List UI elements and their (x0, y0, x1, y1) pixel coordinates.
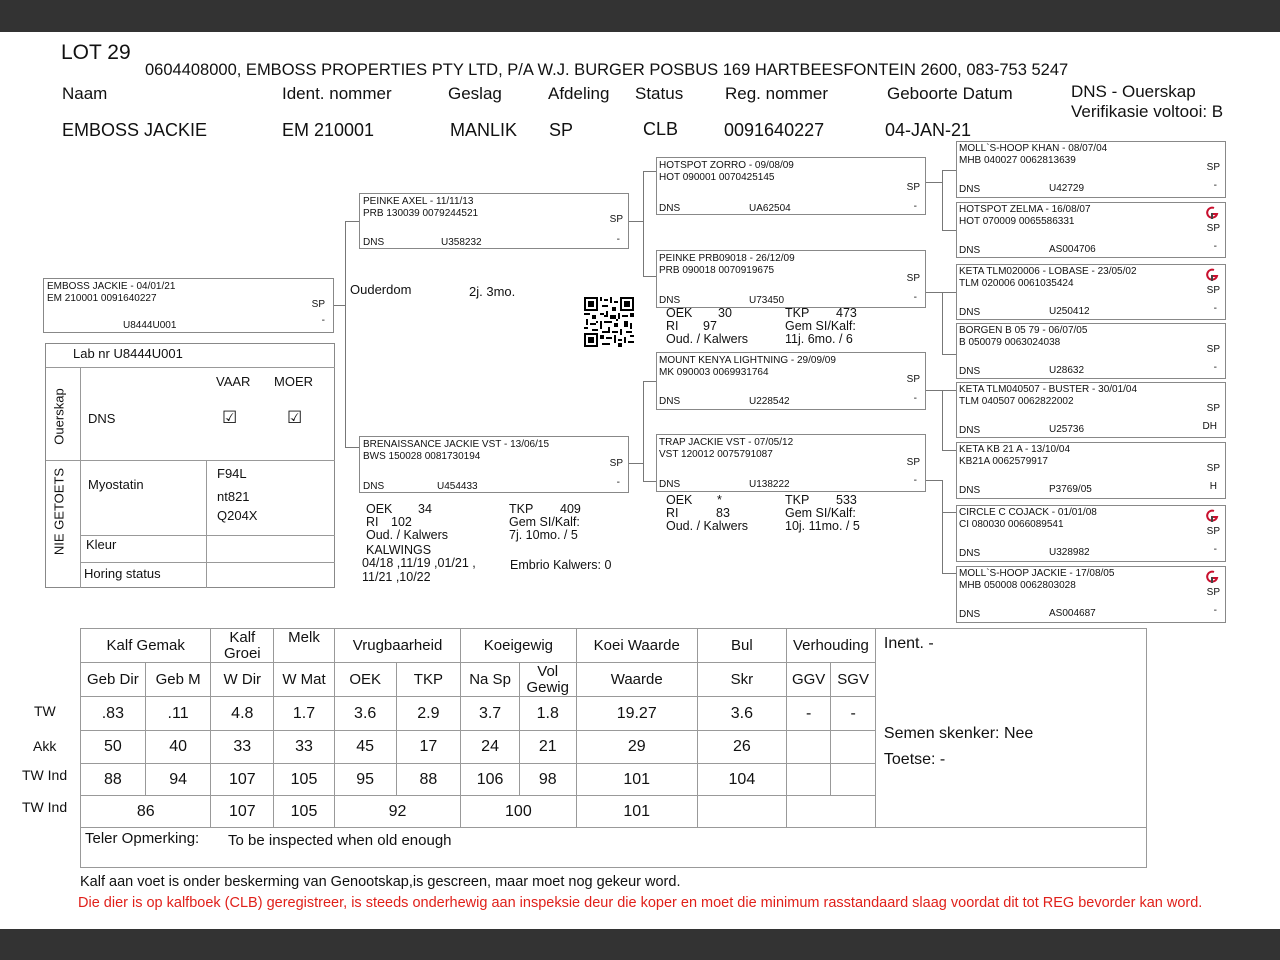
twind-value: 88 (81, 764, 146, 796)
breed-society-logo-icon (1205, 268, 1219, 282)
gp-afdeling: SP (906, 457, 920, 468)
tw-value: 1.8 (519, 697, 576, 731)
horing-label: Horing status (84, 566, 161, 581)
subject-line2: EM 210001 0091640227 (47, 293, 157, 304)
ggp-afdeling: SP (1206, 403, 1220, 414)
vaar-check-icon: ☑ (222, 408, 238, 427)
gp-box (656, 434, 926, 492)
sire-dash: - (616, 234, 620, 245)
animal-afdeling: SP (549, 120, 574, 140)
ggp-box (956, 264, 1226, 320)
gp-box (656, 352, 926, 410)
gp-ri-value: 83 (716, 506, 730, 520)
gp-dash: - (913, 292, 917, 303)
akk-value: 40 (145, 731, 211, 764)
ggp-dns: DNS (959, 366, 981, 377)
gp-line1: TRAP JACKIE VST - 07/05/12 (659, 437, 794, 448)
twind2-value (786, 796, 875, 828)
dam-ri-value: 102 (391, 515, 412, 529)
akk-value: 33 (211, 731, 274, 764)
gp-oek-value: 30 (718, 306, 732, 320)
teler-opmerking-cell (81, 828, 1147, 868)
tw-value: 1.7 (274, 697, 335, 731)
tw-value: 19.27 (576, 697, 697, 731)
column-header: Skr (697, 663, 786, 697)
twind-value: 94 (145, 764, 211, 796)
ggp-afdeling: SP (1206, 587, 1220, 598)
breed-society-logo-icon (1205, 509, 1219, 523)
ggp-dns: DNS (959, 184, 981, 195)
header-ident: Ident. nommer (282, 84, 392, 103)
breed-society-logo-icon (1205, 206, 1219, 220)
teler-label: Teler Opmerking: (85, 830, 200, 847)
performance-table (80, 628, 1147, 868)
myostatin-label: Myostatin (88, 477, 144, 492)
ggp-line1: KETA KB 21 A - 13/10/04 (959, 444, 1071, 455)
ggp-box (956, 202, 1226, 258)
ggp-code: U42729 (1049, 183, 1085, 194)
akk-value: 17 (396, 731, 461, 764)
twind2-value: 100 (461, 796, 576, 828)
gp-oud-label: Oud. / Kalwers (666, 332, 748, 346)
ggp-line1: CIRCLE C COJACK - 01/01/08 (959, 507, 1097, 518)
bottom-bar (0, 929, 1280, 960)
ggp-dash: - (1213, 241, 1217, 252)
moer-check-icon: ☑ (287, 408, 303, 427)
kleur-label: Kleur (86, 537, 117, 552)
animal-ident: EM 210001 (282, 120, 375, 140)
gp-box (656, 250, 926, 308)
twind2-value: 105 (274, 796, 335, 828)
row-label-twind-2: TW Ind (22, 799, 68, 815)
gp-box (656, 157, 926, 215)
dam-gem-value: 7j. 10mo. / 5 (509, 528, 578, 542)
ggp-line2: HOT 070009 0065586331 (959, 216, 1075, 227)
header-geboorte: Geboorte Datum (887, 84, 1013, 103)
column-header: Geb Dir (81, 663, 146, 697)
twind-value: 98 (519, 764, 576, 796)
gp-tkp-value: 473 (836, 306, 857, 320)
group-kalf-groei: Kalf Groei (211, 629, 274, 663)
ggp-dash: DH (1202, 421, 1217, 432)
akk-value: 45 (334, 731, 396, 764)
dam-embrio: Embrio Kalwers: 0 (510, 558, 612, 572)
gp-code: U73450 (749, 295, 785, 306)
gp-dash: - (913, 475, 917, 486)
header-verifikasie: Verifikasie voltooi: B (1071, 102, 1224, 121)
akk-value: 24 (461, 731, 520, 764)
dam-ri-label: RI (366, 515, 379, 529)
ggp-dash: - (1213, 605, 1217, 616)
twind-value: 106 (461, 764, 520, 796)
column-header: Geb M (145, 663, 211, 697)
twind2-value: 101 (576, 796, 697, 828)
akk-value: 29 (576, 731, 697, 764)
ggp-dns: DNS (959, 548, 981, 559)
ggp-code: AS004687 (1049, 608, 1096, 619)
inent: Inent. - (883, 635, 934, 652)
sire-dns: DNS (363, 237, 385, 248)
ggp-box (956, 323, 1226, 379)
twind2-value: 86 (81, 796, 211, 828)
header-reg: Reg. nommer (725, 84, 828, 103)
row-label-tw: TW (34, 703, 56, 719)
footer-note-1: Kalf aan voet is onder beskerming van Genootskap,is gescreen, maar moet nog gekeur word. (80, 874, 681, 890)
animal-geslag: MANLIK (450, 120, 518, 140)
ggp-afdeling: SP (1206, 285, 1220, 296)
tw-value: .11 (145, 697, 211, 731)
gp-dash: - (913, 393, 917, 404)
ggp-dash: - (1213, 303, 1217, 314)
ggp-dns: DNS (959, 307, 981, 318)
column-header: W Dir (211, 663, 274, 697)
tw-value: 2.9 (396, 697, 461, 731)
twind2-value: 92 (334, 796, 460, 828)
twind-value (831, 764, 876, 796)
gp-oud-label: Oud. / Kalwers (666, 519, 748, 533)
dam-kalwings-label: KALWINGS (366, 543, 432, 557)
ggp-box (956, 141, 1226, 198)
gp-dns: DNS (659, 295, 681, 306)
column-header: Waarde (576, 663, 697, 697)
dam-line2: BWS 150028 0081730194 (363, 451, 481, 462)
group-verhouding: Verhouding (786, 629, 875, 663)
ggp-line2: TLM 040507 0062822002 (959, 396, 1074, 407)
footer-note-2: Die dier is op kalfboek (CLB) geregistreer, is steeds onderhewig aan inspeksie deur die koper en moet die minimum rasstandaard slaag voordat dit tot REG bevorder kan word. (78, 895, 1203, 911)
gp-gem-label: Gem SI/Kalf: (785, 506, 856, 520)
gp-line2: PRB 090018 0070919675 (659, 265, 775, 276)
sire-line1: PEINKE AXEL - 11/11/13 (363, 196, 474, 207)
subject-pedigree-box (43, 278, 334, 333)
gp-afdeling: SP (906, 374, 920, 385)
group-vrugbaarheid: Vrugbaarheid (334, 629, 460, 663)
owner-line: 0604408000, EMBOSS PROPERTIES PTY LTD, P/A W.J. BURGER POSBUS 169 HARTBEESFONTEIN 2600, 083-753 5247 (145, 61, 1069, 79)
ggp-afdeling: SP (1206, 162, 1220, 173)
dam-afdeling: SP (609, 458, 623, 469)
animal-reg: 0091640227 (724, 120, 825, 140)
dam-code: U454433 (437, 481, 478, 492)
ggp-dash: - (1213, 544, 1217, 555)
gp-ri-value: 97 (703, 319, 717, 333)
ggp-line1: HOTSPOT ZELMA - 16/08/07 (959, 204, 1091, 215)
ggp-code: AS004706 (1049, 244, 1096, 255)
group-kalf-gemak: Kalf Gemak (81, 629, 211, 663)
lab-panel (45, 343, 335, 588)
row-label-akk: Akk (33, 738, 57, 754)
gp-ri-label: RI (666, 506, 679, 520)
ggp-line2: B 050079 0063024038 (959, 337, 1061, 348)
gp-dns: DNS (659, 203, 681, 214)
ggp-line1: MOLL`S-HOOP KHAN - 08/07/04 (959, 143, 1108, 154)
toetse: Toetse: - (883, 751, 946, 768)
lab-nr: Lab nr U8444U001 (73, 346, 183, 361)
dam-kalwings-line2: 11/21 ,10/22 (362, 570, 431, 584)
akk-value: 21 (519, 731, 576, 764)
group-koei-waarde: Koei Waarde (576, 629, 697, 663)
ggp-code: U328982 (1049, 547, 1090, 558)
ggp-line1: KETA TLM040507 - BUSTER - 30/01/04 (959, 384, 1138, 395)
subject-code: U8444U001 (123, 320, 177, 331)
tw-value: .83 (81, 697, 146, 731)
dam-kalwings-line1: 04/18 ,11/19 ,01/21 , (362, 556, 476, 570)
twind-value (786, 764, 831, 796)
gp-oek-value: * (717, 493, 722, 507)
animal-geboorte: 04-JAN-21 (885, 120, 972, 140)
gp-afdeling: SP (906, 182, 920, 193)
gp-line1: HOTSPOT ZORRO - 09/08/09 (659, 160, 794, 171)
gp-tkp-label: TKP (785, 493, 810, 507)
twind2-value: 107 (211, 796, 274, 828)
myostatin-value-1: F94L (217, 466, 247, 481)
myostatin-value-2: nt821 (217, 489, 250, 504)
akk-value (786, 731, 831, 764)
ggp-line1: BORGEN B 05 79 - 06/07/05 (959, 325, 1088, 336)
ouderdom-value: 2j. 3mo. (469, 284, 516, 299)
ggp-line2: MHB 050008 0062803028 (959, 580, 1076, 591)
gp-tkp-value: 533 (836, 493, 857, 507)
gp-code: U228542 (749, 396, 790, 407)
dam-dns: DNS (363, 481, 385, 492)
ggp-afdeling: SP (1206, 526, 1220, 537)
dam-oud-label: Oud. / Kalwers (366, 528, 448, 542)
column-header: OEK (334, 663, 396, 697)
sire-line2: PRB 130039 0079244521 (363, 208, 479, 219)
twind-value: 101 (576, 764, 697, 796)
ouerskap-side-label: Ouerskap (51, 388, 67, 445)
ggp-dns: DNS (959, 245, 981, 256)
dam-oek-value: 34 (418, 502, 432, 516)
dam-pedigree-box (359, 436, 629, 493)
column-header: Vol Gewig (519, 663, 576, 697)
column-header: SGV (831, 663, 876, 697)
ggp-code: P3769/05 (1049, 484, 1092, 495)
ggp-dns: DNS (959, 425, 981, 436)
sire-pedigree-box (359, 193, 629, 249)
sire-afdeling: SP (609, 214, 623, 225)
twind-value: 88 (396, 764, 461, 796)
gp-dns: DNS (659, 396, 681, 407)
ggp-box (956, 505, 1226, 562)
ggp-box (956, 442, 1226, 499)
header-afdeling: Afdeling (548, 84, 610, 103)
ggp-dns: DNS (959, 609, 981, 620)
tw-value: 4.8 (211, 697, 274, 731)
ggp-afdeling: SP (1206, 344, 1220, 355)
column-header: TKP (396, 663, 461, 697)
gp-line1: MOUNT KENYA LIGHTNING - 29/09/09 (659, 355, 836, 366)
ggp-line2: MHB 040027 0062813639 (959, 155, 1076, 166)
akk-value (831, 731, 876, 764)
gp-code: UA62504 (749, 203, 791, 214)
tw-value: - (786, 697, 831, 731)
sire-code: U358232 (441, 237, 482, 248)
group-melk: Melk (274, 629, 335, 663)
subject-dash: - (321, 315, 325, 326)
semen-skenker: Semen skenker: Nee (883, 725, 1034, 742)
dns-label: DNS (88, 411, 116, 426)
gp-dns: DNS (659, 479, 681, 490)
gp-line2: HOT 090001 0070425145 (659, 172, 775, 183)
ggp-box (956, 382, 1226, 438)
gp-dash: - (913, 201, 917, 212)
dam-gem-label: Gem SI/Kalf: (509, 515, 580, 529)
subject-afdeling: SP (311, 299, 325, 310)
ggp-line2: TLM 020006 0061035424 (959, 278, 1074, 289)
ggp-line1: KETA TLM020006 - LOBASE - 23/05/02 (959, 266, 1137, 277)
gp-gem-value: 10j. 11mo. / 5 (785, 519, 860, 533)
akk-value: 50 (81, 731, 146, 764)
ouderdom-label: Ouderdom (350, 282, 412, 297)
dam-dash: - (616, 477, 620, 488)
gp-gem-value: 11j. 6mo. / 6 (785, 332, 853, 346)
akk-value: 26 (697, 731, 786, 764)
gp-line2: VST 120012 0075791087 (659, 449, 773, 460)
gp-gem-label: Gem SI/Kalf: (785, 319, 856, 333)
gp-oek-label: OEK (666, 493, 693, 507)
header-dns-ouerskap: DNS - Ouerskap (1071, 82, 1196, 101)
ggp-code: U28632 (1049, 365, 1085, 376)
vaar-header: VAAR (216, 374, 251, 389)
gp-line1: PEINKE PRB09018 - 26/12/09 (659, 253, 795, 264)
gp-afdeling: SP (906, 273, 920, 284)
tw-value: 3.6 (334, 697, 396, 731)
gp-ri-label: RI (666, 319, 679, 333)
tw-value: 3.7 (461, 697, 520, 731)
ggp-dns: DNS (959, 485, 981, 496)
gp-oek-label: OEK (666, 306, 693, 320)
group-bul: Bul (697, 629, 786, 663)
akk-value: 33 (274, 731, 335, 764)
header-geslag: Geslag (448, 84, 502, 103)
gp-tkp-label: TKP (785, 306, 810, 320)
teler-value: To be inspected when old enough (228, 832, 452, 849)
twind-value: 104 (697, 764, 786, 796)
animal-status: CLB (643, 119, 679, 139)
gp-code: U138222 (749, 479, 790, 490)
animal-naam: EMBOSS JACKIE (62, 120, 208, 140)
twind-value: 107 (211, 764, 274, 796)
row-label-twind: TW Ind (22, 767, 68, 783)
header-status: Status (635, 84, 684, 103)
ggp-line2: CI 080030 0066089541 (959, 519, 1064, 530)
ggp-box (956, 566, 1226, 623)
ggp-afdeling: SP (1206, 463, 1220, 474)
lot-number: LOT 29 (61, 41, 131, 64)
tw-value: - (831, 697, 876, 731)
column-header: GGV (786, 663, 831, 697)
nie-getoets-side-label: NIE GETOETS (51, 467, 67, 556)
twind-value: 105 (274, 764, 335, 796)
breed-society-logo-icon (1205, 570, 1219, 584)
moer-header: MOER (274, 374, 313, 389)
column-header: W Mat (274, 663, 335, 697)
dam-line1: BRENAISSANCE JACKIE VST - 13/06/15 (363, 439, 550, 450)
ggp-dash: - (1213, 362, 1217, 373)
myostatin-value-3: Q204X (217, 508, 258, 523)
twind2-value (697, 796, 786, 828)
ggp-code: U250412 (1049, 306, 1090, 317)
dam-tkp-value: 409 (560, 502, 581, 516)
column-header: Na Sp (461, 663, 520, 697)
subject-line1: EMBOSS JACKIE - 04/01/21 (47, 281, 176, 292)
ggp-line2: KB21A 0062579917 (959, 456, 1048, 467)
tw-value: 3.6 (697, 697, 786, 731)
twind-value: 95 (334, 764, 396, 796)
info-panel (875, 629, 1146, 828)
ggp-dash: H (1209, 481, 1217, 492)
gp-line2: MK 090003 0069931764 (659, 367, 769, 378)
dam-tkp-label: TKP (509, 502, 534, 516)
ggp-afdeling: SP (1206, 223, 1220, 234)
ggp-dash: - (1213, 180, 1217, 191)
dam-oek-label: OEK (366, 502, 393, 516)
group-koeigewig: Koeigewig (461, 629, 576, 663)
ggp-code: U25736 (1049, 424, 1085, 435)
qr-code (583, 297, 635, 347)
top-bar (0, 0, 1280, 32)
header-naam: Naam (62, 84, 108, 103)
ggp-line1: MOLL`S-HOOP JACKIE - 17/08/05 (959, 568, 1115, 579)
